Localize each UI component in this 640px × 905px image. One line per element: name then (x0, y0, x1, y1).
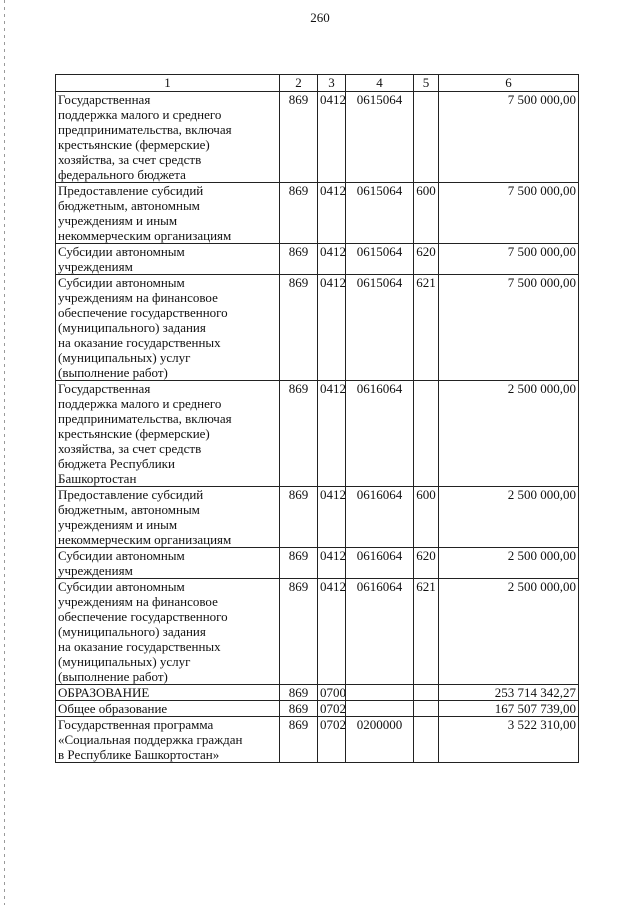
row-grbs-cell: 869 (280, 548, 318, 579)
row-name-line: (выполнение работ) (58, 669, 168, 684)
row-name-cell (56, 244, 280, 275)
row-name-line: учреждениям на финансовое (58, 594, 218, 609)
row-name-line: (муниципальных) услуг (58, 654, 191, 669)
row-grbs-cell: 869 (280, 244, 318, 275)
row-amount-cell: 7 500 000,00 (439, 92, 579, 183)
row-name-line: хозяйства, за счет средств (58, 441, 202, 456)
row-section-cell: 0412 (318, 92, 346, 183)
row-grbs-cell: 869 (280, 685, 318, 701)
row-expense-type-cell: 600 (414, 487, 439, 548)
table-row (56, 92, 579, 183)
row-target-article-cell: 0616064 (346, 548, 414, 579)
row-name-line: крестьянские (фермерские) (58, 137, 210, 152)
row-expense-type-cell (414, 92, 439, 183)
row-expense-type-cell: 621 (414, 275, 439, 381)
row-name-cell (56, 548, 280, 579)
row-name-line: обеспечение государственного (58, 305, 228, 320)
row-name-cell (56, 92, 280, 183)
row-target-article-cell: 0615064 (346, 92, 414, 183)
scan-edge-line (4, 0, 5, 905)
row-name-line: предпринимательства, включая (58, 411, 232, 426)
row-expense-type-cell: 620 (414, 548, 439, 579)
row-amount-cell: 2 500 000,00 (439, 548, 579, 579)
row-expense-type-cell: 620 (414, 244, 439, 275)
row-amount-cell: 2 500 000,00 (439, 381, 579, 487)
row-section-cell: 0412 (318, 548, 346, 579)
row-name-line: Общее образование (58, 701, 168, 716)
row-expense-type-cell: 600 (414, 183, 439, 244)
row-name-line: предпринимательства, включая (58, 122, 232, 137)
row-expense-type-cell (414, 381, 439, 487)
row-name-line: бюджета Республики (58, 456, 175, 471)
table-row (56, 381, 579, 487)
row-section-cell: 0412 (318, 487, 346, 548)
row-expense-type-cell: 621 (414, 579, 439, 685)
row-target-article-cell: 0616064 (346, 487, 414, 548)
row-amount-cell: 2 500 000,00 (439, 579, 579, 685)
table-header-row (56, 75, 579, 92)
row-name-line: (муниципальных) услуг (58, 350, 191, 365)
row-amount-cell: 2 500 000,00 (439, 487, 579, 548)
table-row (56, 487, 579, 548)
row-name-line: учреждениям и иным (58, 517, 178, 532)
row-expense-type-cell (414, 685, 439, 701)
row-name-line: учреждениям (58, 563, 133, 578)
row-name-line: некоммерческим организациям (58, 532, 232, 547)
row-section-cell: 0700 (318, 685, 346, 701)
table-row (56, 701, 579, 717)
page-number: 260 (310, 10, 330, 25)
row-name-line: Государственная (58, 381, 151, 396)
row-section-cell: 0412 (318, 381, 346, 487)
row-name-line: хозяйства, за счет средств (58, 152, 202, 167)
row-grbs-cell: 869 (280, 183, 318, 244)
row-amount-cell: 253 714 342,27 (439, 685, 579, 701)
row-grbs-cell: 869 (280, 381, 318, 487)
row-name-line: (выполнение работ) (58, 365, 168, 380)
row-expense-type-cell (414, 717, 439, 763)
row-name-cell (56, 717, 280, 763)
row-name-line: «Социальная поддержка граждан (58, 732, 243, 747)
row-target-article-cell (346, 701, 414, 717)
column-header-name: 1 (56, 75, 280, 92)
row-grbs-cell: 869 (280, 275, 318, 381)
table-row (56, 685, 579, 701)
row-name-line: федерального бюджета (58, 167, 186, 182)
row-name-line: Предоставление субсидий (58, 487, 204, 502)
row-name-line: учреждениям на финансовое (58, 290, 218, 305)
table-row (56, 548, 579, 579)
table-row (56, 275, 579, 381)
row-amount-cell: 7 500 000,00 (439, 244, 579, 275)
column-header-amount: 6 (439, 75, 579, 92)
row-name-cell (56, 487, 280, 548)
row-name-line: Субсидии автономным (58, 579, 185, 594)
row-name-line: Субсидии автономным (58, 275, 185, 290)
table-row (56, 183, 579, 244)
row-section-cell: 0412 (318, 183, 346, 244)
row-name-cell (56, 579, 280, 685)
row-grbs-cell: 869 (280, 92, 318, 183)
row-name-line: (муниципального) задания (58, 320, 206, 335)
row-section-cell: 0412 (318, 579, 346, 685)
row-amount-cell: 3 522 310,00 (439, 717, 579, 763)
row-target-article-cell: 0615064 (346, 183, 414, 244)
row-amount-cell: 7 500 000,00 (439, 275, 579, 381)
row-name-line: крестьянские (фермерские) (58, 426, 210, 441)
row-name-line: на оказание государственных (58, 639, 221, 654)
table-body (56, 92, 579, 763)
row-name-cell (56, 183, 280, 244)
row-name-line: на оказание государственных (58, 335, 221, 350)
row-grbs-cell: 869 (280, 487, 318, 548)
row-name-cell (56, 275, 280, 381)
row-target-article-cell: 0615064 (346, 275, 414, 381)
row-name-line: бюджетным, автономным (58, 198, 200, 213)
row-name-line: (муниципального) задания (58, 624, 206, 639)
table-row (56, 579, 579, 685)
row-name-line: некоммерческим организациям (58, 228, 232, 243)
budget-table (55, 74, 579, 763)
row-amount-cell: 167 507 739,00 (439, 701, 579, 717)
table-row (56, 244, 579, 275)
row-target-article-cell: 0616064 (346, 579, 414, 685)
row-target-article-cell (346, 685, 414, 701)
row-name-cell (56, 685, 280, 701)
row-name-line: поддержка малого и среднего (58, 107, 222, 122)
table-row (56, 717, 579, 763)
row-target-article-cell: 0616064 (346, 381, 414, 487)
row-name-line: поддержка малого и среднего (58, 396, 222, 411)
row-name-line: обеспечение государственного (58, 609, 228, 624)
row-name-line: Башкортостан (58, 471, 137, 486)
row-name-line: бюджетным, автономным (58, 502, 200, 517)
row-expense-type-cell (414, 701, 439, 717)
column-header-expense-type: 5 (414, 75, 439, 92)
row-name-line: учреждениям и иным (58, 213, 178, 228)
row-section-cell: 0412 (318, 244, 346, 275)
row-name-line: Субсидии автономным (58, 548, 185, 563)
row-section-cell: 0702 (318, 717, 346, 763)
row-name-cell (56, 701, 280, 717)
row-grbs-cell: 869 (280, 579, 318, 685)
row-target-article-cell: 0200000 (346, 717, 414, 763)
row-name-line: в Республике Башкортостан» (58, 747, 220, 762)
row-grbs-cell: 869 (280, 717, 318, 763)
row-name-line: Государственная (58, 92, 151, 107)
row-name-line: Предоставление субсидий (58, 183, 204, 198)
row-section-cell: 0412 (318, 275, 346, 381)
row-section-cell: 0702 (318, 701, 346, 717)
row-amount-cell: 7 500 000,00 (439, 183, 579, 244)
row-name-line: учреждениям (58, 259, 133, 274)
column-header-target-article: 4 (346, 75, 414, 92)
row-name-cell (56, 381, 280, 487)
column-header-grbs: 2 (280, 75, 318, 92)
row-name-line: ОБРАЗОВАНИЕ (58, 685, 150, 700)
row-target-article-cell: 0615064 (346, 244, 414, 275)
column-header-section: 3 (318, 75, 346, 92)
row-grbs-cell: 869 (280, 701, 318, 717)
row-name-line: Государственная программа (58, 717, 214, 732)
row-name-line: Субсидии автономным (58, 244, 185, 259)
